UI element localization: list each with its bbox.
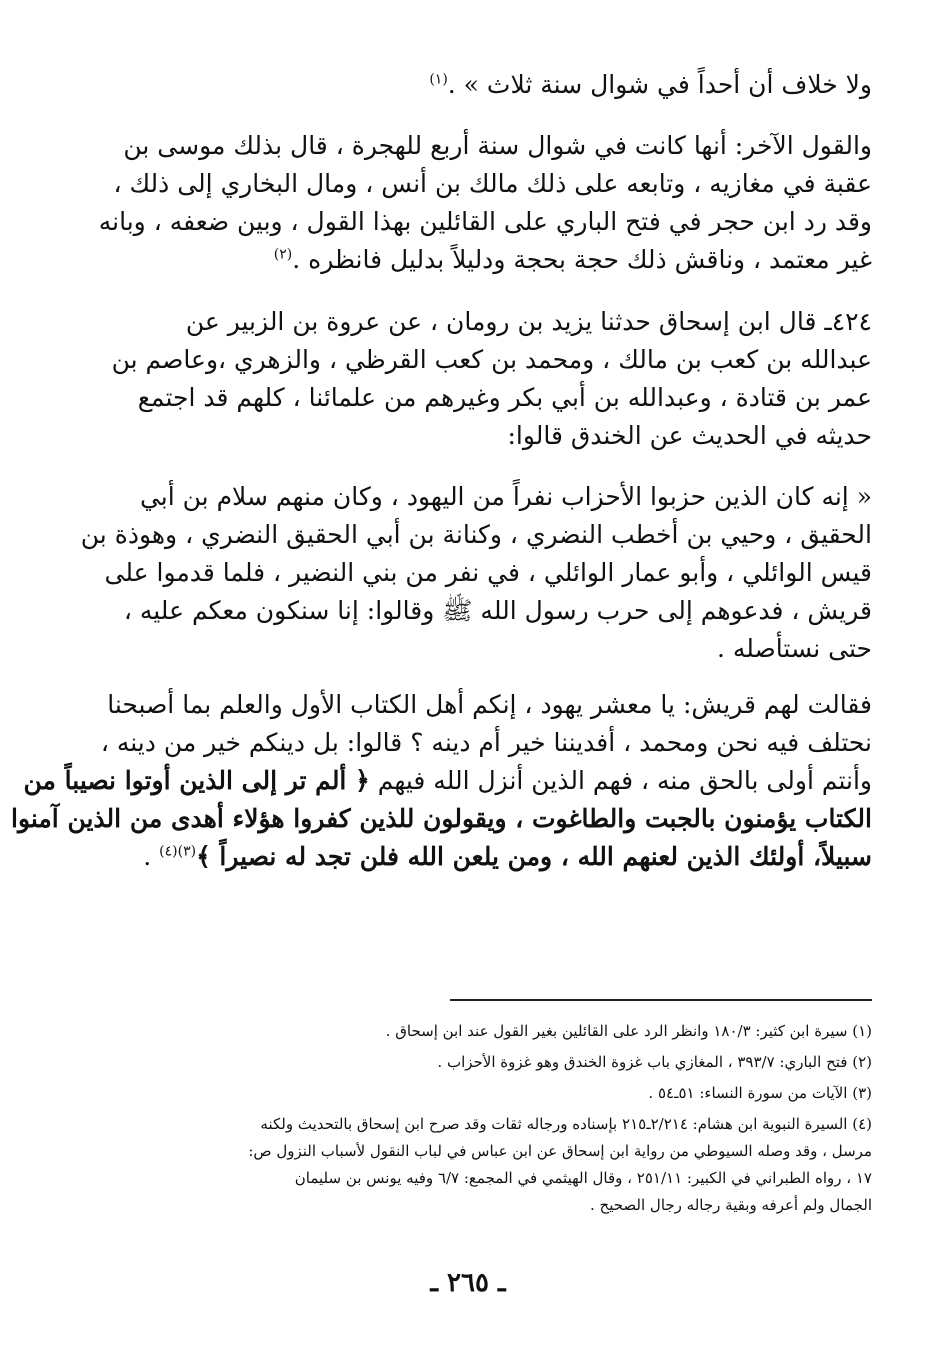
footnote-2 [62,1049,872,1076]
footnote-marker: (١) [429,71,448,88]
footnote-line: الجمال ولم أعرفه وبقية رجاله رجال الصحيح . [589,1196,872,1214]
text-span: . [143,842,152,871]
footnote-3 [62,1080,872,1107]
text-line: قريش ، فدعوهم إلى حرب رسول الله ﷺ وقالوا: إنا سنكون معكم عليه ، [123,596,872,625]
footnote-line: (١) سيرة ابن كثير: ١٨٠/٣ وانظر الرد على القائلين بغير القول عند ابن إسحاق . [385,1022,872,1040]
paragraph-2 [62,127,872,279]
footnote-line: مرسل ، وقد وصله السيوطي من رواية ابن إسحاق عن ابن عباس في لباب النقول لأسباب النزول ص: [248,1142,872,1160]
text-span: غير معتمد ، وناقش ذلك حجة بحجة ودليلاً بدليل فانظره . [292,245,872,274]
footnote-line: ١٧ ، رواه الطبراني في الكبير: ٢٥١/١١ ، وقال الهيثمي في المجمع: ٦/٧ وفيه يونس بن سليمان [294,1169,872,1187]
quran-verse-line: الكتاب يؤمنون بالجبت والطاغوت ، ويقولون للذين كفروا هؤلاء أهدى من الذين آمنوا [11,804,872,833]
footnote-line: (٣) الآيات من سورة النساء: ٥١ـ٥٤ . [648,1084,872,1102]
paragraph-5 [11,686,872,876]
footnote-4 [62,1111,872,1219]
quran-verse-text: ﴿ ألم تر إلى الذين أوتوا نصيباً من [23,766,370,795]
text-span: وأنتم أولى بالحق منه ، فهم الذين أنزل الله فيهم [377,766,872,795]
paragraph-3 [62,303,872,455]
text-line: والقول الآخر: أنها كانت في شوال سنة أربع للهجرة ، قال بذلك موسى بن [123,131,872,160]
text-line: عقبة في مغازيه ، وتابعه على ذلك مالك بن أنس ، ومال البخاري إلى ذلك ، [113,169,872,198]
footnote-1 [62,1018,872,1045]
text-line: حديثه في الحديث عن الخندق قالوا: [507,421,872,450]
text-line: عمر بن قتادة ، وعبدالله بن أبي بكر وغيرهم من علمائنا ، كلهم قد اجتمع [137,383,872,412]
footnotes [62,1018,872,1223]
page-number: ـ ٢٦٥ ـ [430,1268,506,1298]
text-line: حتى نستأصله . [716,634,872,663]
footnote-marker: (٢) [273,246,293,263]
footnote-line: (٢) فتح الباري: ٣٩٣/٧ ، المغازي باب غزوة الخندق وهو غزوة الأحزاب . [437,1053,872,1071]
text-line [62,66,872,104]
text-line: فقالت لهم قريش: يا معشر يهود ، إنكم أهل الكتاب الأول والعلم بما أصبحنا [107,690,872,719]
footnote-line: (٤) السيرة النبوية ابن هشام: ٢/٢١٤ـ٢١٥ بإسناده ورجاله ثقات وقد صرح ابن إسحاق بالتحديث ولكنه [260,1115,872,1133]
footnote-marker: (٣)(٤) [159,843,197,860]
quran-verse-text: سبيلاً، أولئك الذين لعنهم الله ، ومن يلعن الله فلن تجد له نصيراً ﴾ [196,842,872,871]
text-line [23,762,872,800]
text-span: ولا خلاف أن أحداً في شوال سنة ثلاث » . [447,70,872,99]
text-line: نحتلف فيه نحن ومحمد ، أفديننا خير أم دينه ؟ قالوا: بل دينكم خير من دينه ، [100,728,872,757]
text-line: الحقيق ، وحيي بن أخطب النضري ، وكنانة بن أبي الحقيق النضري ، وهوذة بن [80,520,872,549]
paragraph-1 [62,66,872,104]
text-line: عبدالله بن كعب بن مالك ، ومحمد بن كعب القرظي ، والزهري ،وعاصم بن [111,345,872,374]
text-line [62,838,872,876]
text-line [62,241,872,279]
text-line: ٤٢٤ـ قال ابن إسحاق حدثنا يزيد بن رومان ، عن عروة بن الزبير عن [185,307,872,336]
text-line: قيس الوائلي ، وأبو عمار الوائلي ، في نفر من بني النضير ، فلما قدموا على [104,558,872,587]
paragraph-4 [62,478,872,668]
text-line: « إنه كان الذين حزبوا الأحزاب نفراً من اليهود ، وكان منهم سلام بن أبي [139,482,872,511]
footnote-separator [450,999,872,1001]
text-line: وقد رد ابن حجر في فتح الباري على القائلين بهذا القول ، وبين ضعفه ، وبانه [98,207,872,236]
